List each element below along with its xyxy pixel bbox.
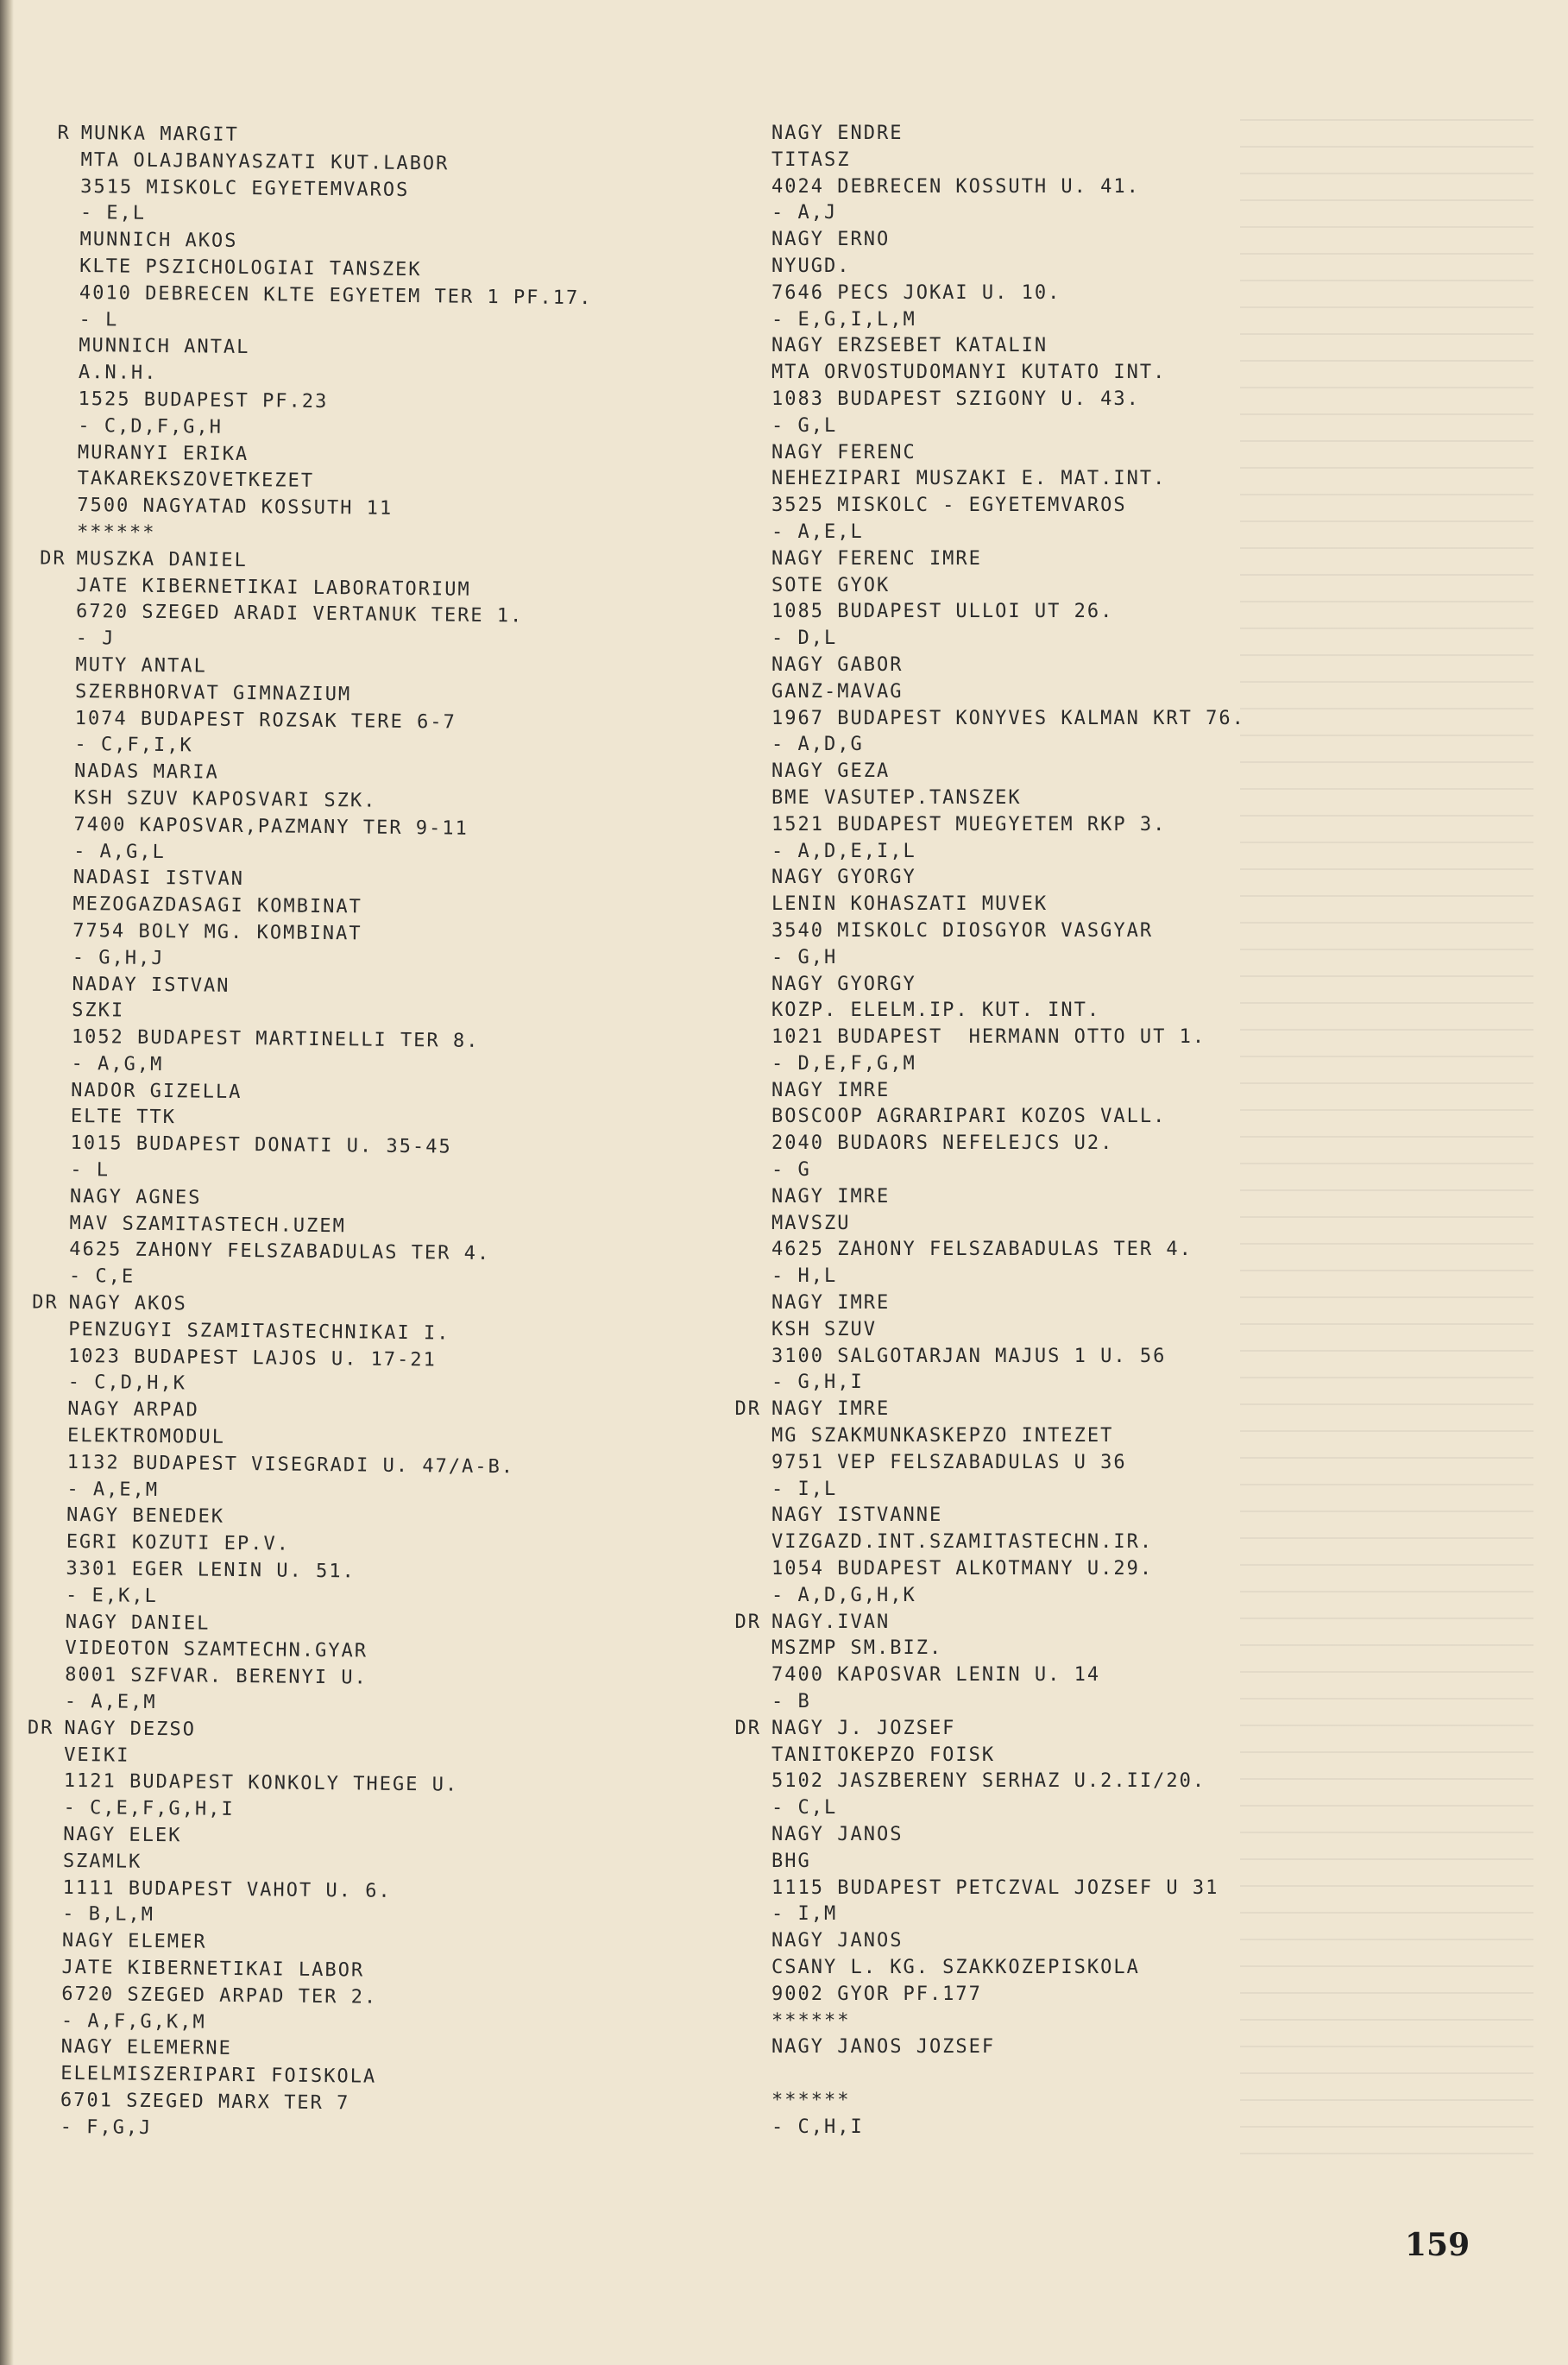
- entry-name: NAGY GYORGY: [771, 973, 916, 995]
- directory-entry: [771, 440, 1427, 546]
- entry-institution: [771, 2061, 1427, 2088]
- entry-codes: - C,H,I: [771, 2116, 864, 2138]
- entry-codes: - L: [79, 308, 119, 331]
- entry-codes: - B: [771, 1691, 811, 1713]
- title-prefix: DR: [40, 547, 66, 570]
- directory-entry: [771, 1822, 1427, 1928]
- entry-codes: - A,J: [771, 202, 838, 224]
- entry-institution: JATE KIBERNETIKAI LABORATORIUM: [76, 574, 471, 601]
- entry-name: NAGY JANOS: [771, 1824, 904, 1845]
- entry-institution: GANZ-MAVAG: [771, 680, 904, 703]
- entry-codes: - G,L: [771, 414, 838, 437]
- entry-institution: NYUGD.: [771, 255, 851, 277]
- entry-institution: PENZUGYI SZAMITASTECHNIKAI I.: [68, 1318, 450, 1345]
- directory-entry: [71, 971, 727, 1084]
- entry-address: 7400 KAPOSVAR,PAZMANY TER 9-11: [73, 813, 469, 840]
- entry-institution: MAV SZAMITASTECH.UZEM: [69, 1212, 346, 1237]
- entry-institution: BHG: [771, 1850, 811, 1872]
- entry-codes: - I,L: [771, 1478, 838, 1500]
- directory-entry: [771, 1503, 1427, 1609]
- entry-institution: KSH SZUV KAPOSVARI SZK.: [73, 786, 377, 812]
- entry-name: MUNNICH ANTAL: [79, 335, 250, 359]
- entry-address: 3540 MISKOLC DIOSGYOR VASGYAR: [771, 919, 1154, 942]
- entry-address: 8001 SZFVAR. BERENYI U.: [65, 1664, 368, 1689]
- entry-codes: - H,L: [771, 1265, 838, 1288]
- directory-entry: [65, 1610, 721, 1723]
- entry-institution: TAKAREKSZOVETKEZET: [77, 468, 315, 493]
- entry-codes: - B,L,M: [62, 1903, 155, 1927]
- entry-codes: ******: [76, 520, 156, 544]
- entry-codes: - A,E,M: [66, 1478, 160, 1501]
- entry-codes: - A,G,M: [71, 1052, 164, 1075]
- entry-name: NADOR GIZELLA: [71, 1079, 242, 1103]
- entry-codes: - C,F,I,K: [74, 734, 193, 757]
- entry-codes: - A,D,G,H,K: [771, 1584, 916, 1606]
- entry-name: NAGY ENDRE: [771, 123, 904, 144]
- entry-name: NADAY ISTVAN: [72, 973, 230, 997]
- entry-name: NADAS MARIA: [73, 760, 219, 784]
- title-prefix: DR: [734, 1611, 761, 1633]
- entry-codes: - C,E: [68, 1265, 135, 1288]
- entry-name: NAGY GEZA: [771, 760, 891, 783]
- entry-name: NAGY FERENC IMRE: [771, 547, 982, 570]
- entry-codes: - E,L: [79, 202, 147, 225]
- entry-institution: JATE KIBERNETIKAI LABOR: [61, 1956, 365, 1982]
- entry-codes: - C,E,F,G,H,I: [63, 1797, 235, 1821]
- entry-name: NAGY IMRE: [771, 1292, 891, 1315]
- entry-address: 1111 BUDAPEST VAHOT U. 6.: [62, 1876, 392, 1902]
- entry-name: NAGY GABOR: [771, 653, 904, 676]
- entry-codes: - A,G,L: [73, 840, 166, 863]
- entry-name: MUNNICH AKOS: [79, 229, 238, 253]
- entry-codes: - A,F,G,K,M: [60, 2009, 206, 2034]
- entry-institution: TITASZ: [771, 148, 851, 171]
- directory-entry: [771, 972, 1427, 1078]
- directory-entry: [74, 653, 731, 766]
- entry-name: NAGY JANOS: [771, 1930, 904, 1952]
- entry-address: 7646 PECS JOKAI U. 10.: [771, 281, 1061, 304]
- entry-name: NAGY JANOS JOZSEF: [771, 2036, 996, 2059]
- entry-institution: VIDEOTON SZAMTECHN.GYAR: [65, 1637, 368, 1662]
- entry-institution: ELEKTROMODUL: [66, 1424, 226, 1448]
- entry-name: NAGY J. JOZSEF: [771, 1717, 956, 1739]
- entry-address: ******: [771, 2089, 851, 2111]
- entry-codes: - A,E,L: [771, 520, 864, 543]
- directory-entry: [77, 440, 734, 553]
- entry-institution: MEZOGAZDASAGI KOMBINAT: [72, 893, 363, 918]
- directory-entry: [62, 1822, 719, 1935]
- entry-name: NAGY ELEMER: [61, 1930, 207, 1953]
- entry-institution: SOTE GYOK: [771, 574, 891, 596]
- title-prefix: DR: [32, 1291, 59, 1314]
- directory-entry: [73, 759, 730, 872]
- directory-entry: [734, 1610, 1427, 1716]
- entry-address: 7754 BOLY MG. KOMBINAT: [72, 919, 362, 945]
- entry-institution: BME VASUTEP.TANSZEK: [771, 786, 1022, 809]
- directory-entry: [771, 759, 1427, 865]
- entry-institution: ELTE TTK: [70, 1106, 177, 1129]
- entry-address: 3525 MISKOLC - EGYETEMVAROS: [771, 495, 1127, 517]
- entry-codes: - I,M: [771, 1903, 838, 1926]
- entry-institution: SZKI: [72, 1000, 125, 1022]
- directory-entry: [734, 1397, 1427, 1503]
- entry-name: MUSZKA DANIEL: [76, 547, 248, 571]
- entry-institution: KSH SZUV: [771, 1318, 877, 1340]
- entry-address: 2040 BUDAORS NEFELEJCS U2.: [771, 1132, 1114, 1155]
- page-number: 159: [1405, 2227, 1470, 2263]
- entry-institution: VEIKI: [64, 1744, 130, 1767]
- directory-entry: [771, 546, 1427, 653]
- entry-address: 3515 MISKOLC EGYETEMVAROS: [80, 175, 410, 201]
- directory-entry: [57, 121, 737, 234]
- entry-name: NAGY BENEDEK: [66, 1504, 225, 1529]
- entry-codes: - C,L: [771, 1797, 838, 1819]
- page-spine-shadow: [0, 0, 14, 2365]
- entry-name: NAGY DEZSO: [64, 1717, 197, 1741]
- entry-institution: MAVSZU: [771, 1212, 851, 1234]
- entry-address: 3301 EGER LENIN U. 51.: [66, 1557, 356, 1583]
- entry-address: 1021 BUDAPEST HERMANN OTTO UT 1.: [771, 1026, 1206, 1049]
- entry-name: NAGY IMRE: [771, 1185, 891, 1208]
- entry-address: 1023 BUDAPEST LAJOS U. 17-21: [67, 1345, 437, 1372]
- entry-name: NAGY.IVAN: [771, 1611, 891, 1633]
- entry-institution: MTA OLAJBANYASZATI KUT.LABOR: [80, 148, 450, 175]
- entry-institution: CSANY L. KG. SZAKKOZEPISKOLA: [771, 1956, 1140, 1978]
- left-column: [27, 121, 736, 2147]
- directory-entry: [771, 121, 1427, 227]
- entry-name: NAGY DANIEL: [65, 1611, 211, 1635]
- entry-name: MUNKA MARGIT: [80, 122, 239, 146]
- entry-address: 1525 BUDAPEST PF.23: [78, 388, 329, 413]
- entry-address: 1121 BUDAPEST KONKOLY THEGE U.: [63, 1770, 459, 1797]
- entry-codes: - G,H: [771, 946, 838, 968]
- entry-address: 1052 BUDAPEST MARTINELLI TER 8.: [71, 1026, 480, 1052]
- entry-address: 4024 DEBRECEN KOSSUTH U. 41.: [771, 175, 1140, 198]
- entry-codes: - E,G,I,L,M: [771, 308, 916, 331]
- entry-institution: KOZP. ELELM.IP. KUT. INT.: [771, 1000, 1101, 1022]
- entry-institution: BOSCOOP AGRARIPARI KOZOS VALL.: [771, 1106, 1167, 1128]
- entry-institution: EGRI KOZUTI EP.V.: [66, 1531, 291, 1555]
- entry-address: 4625 ZAHONY FELSZABADULAS TER 4.: [771, 1239, 1193, 1261]
- entry-codes: - A,D,E,I,L: [771, 840, 916, 862]
- directory-entry: [771, 227, 1427, 333]
- directory-entry: [40, 546, 733, 659]
- entry-codes: - E,K,L: [65, 1584, 158, 1607]
- directory-entry: [771, 333, 1427, 439]
- entry-codes: - L: [70, 1159, 110, 1182]
- entry-address: 9002 GYOR PF.177: [771, 1983, 982, 2005]
- entry-institution: A.N.H.: [78, 362, 158, 385]
- directory-entry: [69, 1184, 726, 1297]
- entry-name: NAGY ERZSEBET KATALIN: [771, 335, 1048, 357]
- directory-entry: [771, 865, 1427, 971]
- entry-codes: ******: [771, 2009, 851, 2032]
- entry-address: 6720 SZEGED ARPAD TER 2.: [61, 1983, 378, 2009]
- entry-name: NAGY AKOS: [68, 1291, 188, 1315]
- entry-address: 4010 DEBRECEN KLTE EGYETEM TER 1 PF.17.: [79, 281, 593, 309]
- entry-name: NAGY ISTVANNE: [771, 1504, 943, 1527]
- directory-entry: [70, 1078, 727, 1191]
- entry-name: NAGY ELEK: [63, 1823, 182, 1847]
- directory-entry: [771, 1078, 1427, 1184]
- entry-name: NAGY ERNO: [771, 229, 891, 251]
- directory-entry: [72, 865, 729, 978]
- entry-address: 6701 SZEGED MARX TER 7: [60, 2089, 350, 2115]
- directory-entry: [771, 1290, 1427, 1397]
- entry-codes: - A,E,M: [64, 1690, 157, 1714]
- entry-address: 1521 BUDAPEST MUEGYETEM RKP 3.: [771, 813, 1167, 836]
- entry-address: 1074 BUDAPEST ROZSAK TERE 6-7: [74, 707, 457, 734]
- entry-institution: MG SZAKMUNKASKEPZO INTEZET: [771, 1425, 1114, 1447]
- entry-institution: KLTE PSZICHOLOGIAI TANSZEK: [79, 255, 422, 281]
- directory-entry: [60, 2034, 716, 2147]
- entry-name: NAGY IMRE: [771, 1079, 891, 1101]
- entry-codes: - G,H,I: [771, 1372, 864, 1394]
- entry-institution: TANITOKEPZO FOISK: [771, 1744, 996, 1766]
- entry-name: NADASI ISTVAN: [72, 867, 245, 891]
- entry-institution: VIZGAZD.INT.SZAMITASTECHN.IR.: [771, 1531, 1154, 1554]
- directory-entry: [27, 1716, 720, 1829]
- entry-codes: - G: [771, 1159, 811, 1182]
- entry-address: 7400 KAPOSVAR LENIN U. 14: [771, 1664, 1101, 1687]
- entry-codes: - D,L: [771, 628, 838, 650]
- entry-institution: SZERBHORVAT GIMNAZIUM: [74, 680, 352, 706]
- right-column: [734, 121, 1427, 2141]
- entry-address: 1083 BUDAPEST SZIGONY U. 43.: [771, 388, 1140, 410]
- directory-entry: [66, 1503, 722, 1616]
- entry-address: 1132 BUDAPEST VISEGRADI U. 47/A-B.: [66, 1451, 515, 1479]
- entry-name: MURANYI ERIKA: [77, 441, 249, 465]
- directory-entry: [79, 227, 735, 340]
- entry-name: NAGY IMRE: [771, 1398, 891, 1421]
- directory-entry: [66, 1397, 723, 1510]
- entry-institution: NEHEZIPARI MUSZAKI E. MAT.INT.: [771, 468, 1167, 490]
- entry-institution: LENIN KOHASZATI MUVEK: [771, 893, 1048, 916]
- entry-address: 1015 BUDAPEST DONATI U. 35-45: [70, 1132, 452, 1158]
- title-prefix: DR: [27, 1717, 54, 1739]
- entry-codes: - A,D,G: [771, 734, 864, 756]
- directory-entry: [61, 1928, 718, 2041]
- entry-address: 1967 BUDAPEST KONYVES KALMAN KRT 76.: [771, 707, 1245, 729]
- entry-address: 4625 ZAHONY FELSZABADULAS TER 4.: [69, 1239, 491, 1265]
- entry-institution: MSZMP SM.BIZ.: [771, 1637, 943, 1660]
- entry-name: NAGY AGNES: [69, 1185, 202, 1209]
- title-prefix: R: [57, 122, 71, 144]
- entry-codes: - D,E,F,G,M: [771, 1052, 916, 1075]
- entry-name: NAGY FERENC: [771, 441, 916, 464]
- directory-entry: [771, 653, 1427, 759]
- entry-codes: - F,G,J: [60, 2116, 153, 2139]
- directory-entry: [771, 1184, 1427, 1290]
- entry-institution: SZAMLK: [62, 1850, 142, 1873]
- directory-entry: [771, 2034, 1427, 2141]
- entry-institution: ELELMISZERIPARI FOISKOLA: [60, 2063, 377, 2088]
- title-prefix: DR: [734, 1398, 761, 1421]
- entry-name: MUTY ANTAL: [75, 653, 207, 678]
- title-prefix: DR: [734, 1717, 761, 1739]
- entry-address: 6720 SZEGED ARADI VERTANUK TERE 1.: [75, 601, 524, 628]
- entry-address: 5102 JASZBERENY SERHAZ U.2.II/20.: [771, 1770, 1206, 1793]
- entry-address: 9751 VEP FELSZABADULAS U 36: [771, 1451, 1127, 1473]
- entry-codes: - C,D,H,K: [67, 1372, 187, 1395]
- entry-address: 7500 NAGYATAD KOSSUTH 11: [77, 495, 394, 520]
- entry-codes: - J: [75, 628, 116, 650]
- entry-address: 3100 SALGOTARJAN MAJUS 1 U. 56: [771, 1345, 1167, 1367]
- entry-address: 1085 BUDAPEST ULLOI UT 26.: [771, 601, 1114, 623]
- entry-codes: - G,H,J: [72, 946, 165, 969]
- entry-name: NAGY ELEMERNE: [60, 2036, 232, 2060]
- entry-institution: MTA ORVOSTUDOMANYI KUTATO INT.: [771, 362, 1167, 384]
- entry-address: 1115 BUDAPEST PETCZVAL JOZSEF U 31: [771, 1876, 1219, 1899]
- entry-address: 1054 BUDAPEST ALKOTMANY U.29.: [771, 1558, 1154, 1580]
- directory-entry: [771, 1928, 1427, 2034]
- directory-entry: [78, 333, 734, 446]
- directory-entry: [734, 1716, 1427, 1822]
- directory-entry: [32, 1290, 725, 1403]
- entry-name: NAGY ARPAD: [67, 1398, 199, 1422]
- entry-codes: - C,D,F,G,H: [78, 414, 224, 438]
- entry-name: NAGY GYORGY: [771, 867, 916, 889]
